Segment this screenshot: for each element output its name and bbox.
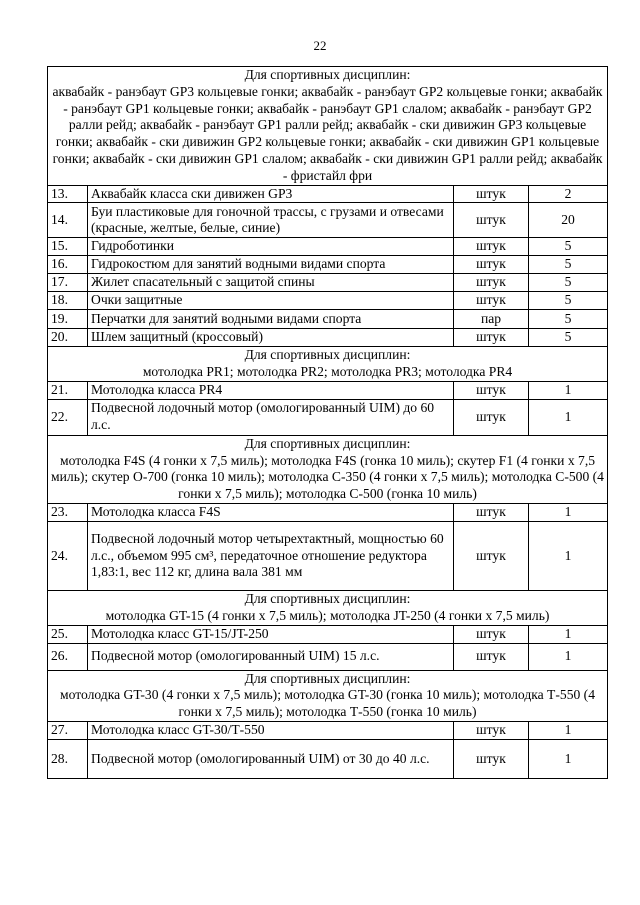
section-title: Для спортивных дисциплин: [244,67,411,82]
item-unit: штук [454,238,529,256]
item-quantity: 1 [529,721,608,739]
table-row [48,721,608,739]
item-number: 28. [48,739,88,778]
item-unit: штук [454,256,529,274]
item-name: Мотолодка класса PR4 [88,381,454,399]
item-unit: штук [454,185,529,203]
section-header [48,67,608,186]
item-unit: штук [454,292,529,310]
item-unit: штук [454,274,529,292]
item-name: Перчатки для занятий водными видами спорта [88,310,454,329]
table-row [48,739,608,778]
table-row [48,203,608,238]
item-number: 13. [48,185,88,203]
item-quantity: 5 [529,274,608,292]
item-name: Жилет спасательный с защитой спины [88,274,454,292]
item-name: Мотолодка класс GT-30/Т-550 [88,721,454,739]
item-number: 19. [48,310,88,329]
item-quantity: 1 [529,521,608,590]
item-name: Подвесной лодочный мотор (омологированный UIM) до 60 л.с. [88,399,454,435]
item-name: Подвесной лодочный мотор четырехтактный, мощностью 60 л.с., объемом 995 см³, передаточное отношение редуктора 1,83:1, вес 112 кг, длина вала 381 мм [88,521,454,590]
section-title: Для спортивных дисциплин: [244,347,411,363]
section-disciplines: мотолодка GT-15 (4 гонки х 7,5 миль); мотолодка JT-250 (4 гонки х 7,5 миль) [105,607,550,623]
section-disciplines: мотолодка F4S (4 гонки х 7,5 миль); мотолодка F4S (гонка 10 миль); скутер F1 (4 гонки х 7,5 миль); скутер О-700 (гонка 10 миль); мотолодка С-350 (4 гонки х 7,5 миль); мотолодка С-500 (4 гонки х 7,5 миль); мотолодка С-500 (гонка 10 миль) [51,452,604,502]
item-name: Мотолодка класс GT-15/JT-250 [88,625,454,643]
item-unit: штук [454,329,529,347]
section-header [48,590,608,625]
item-quantity: 5 [529,310,608,329]
table-row [48,310,608,329]
section-header [48,347,608,382]
item-unit: штук [454,739,529,778]
table-row [48,625,608,643]
item-quantity: 1 [529,503,608,521]
section-header-row [48,435,608,503]
table-row [48,185,608,203]
table-row [48,292,608,310]
table-row [48,521,608,590]
item-number: 15. [48,238,88,256]
item-number: 16. [48,256,88,274]
item-unit: пар [454,310,529,329]
item-number: 27. [48,721,88,739]
item-unit: штук [454,721,529,739]
item-unit: штук [454,203,529,238]
section-title: Для спортивных дисциплин: [244,590,411,606]
section-header-row [48,670,608,721]
item-unit: штук [454,625,529,643]
table-row [48,238,608,256]
item-unit: штук [454,521,529,590]
item-number: 22. [48,399,88,435]
item-quantity: 1 [529,381,608,399]
item-name: Гидроботинки [88,238,454,256]
section-disciplines: аквабайк - ранэбаут GP3 кольцевые гонки; аквабайк - ранэбаут GP2 кольцевые гонки; аквабайк - ранэбаут GP1 кольцевые гонки; аквабайк - ранэбаут GP1 слалом; аквабайк - ранэбаут GP2 ралли рейд; аквабайк - ранэбаут GP1 ралли рейд; аквабайк - ски дивижин GP3 кольцевые гонки; аквабайк - ски дивижин GP2 кольцевые гонки; аквабайк - ски дивижин GP1 кольцевые гонки; аквабайк - ски дивижин GP1 слалом; аквабайк - ски дивижин GP1 ралли рейд; аквабайк - фристайл фри [52,83,603,183]
item-quantity: 1 [529,643,608,670]
item-quantity: 5 [529,238,608,256]
table-row [48,381,608,399]
item-name: Подвесной мотор (омологированный UIM) от 30 до 40 л.с. [88,739,454,778]
item-quantity: 1 [529,739,608,778]
item-number: 17. [48,274,88,292]
item-quantity: 1 [529,625,608,643]
section-header [48,435,608,503]
section-header-row [48,590,608,625]
item-number: 18. [48,292,88,310]
item-name: Буи пластиковые для гоночной трассы, с грузами и отвесами (красные, желтые, белые, синие) [88,203,454,238]
item-quantity: 5 [529,292,608,310]
page-number: 22 [313,38,327,53]
section-disciplines: мотолодка GT-30 (4 гонки х 7,5 миль); мотолодка GT-30 (гонка 10 миль); мотолодка Т-550 (4 гонки х 7,5 миль); мотолодка Т-550 (гонка 10 миль) [60,687,596,720]
item-name: Гидрокостюм для занятий водными видами спорта [88,256,454,274]
table-row [48,274,608,292]
item-quantity: 5 [529,256,608,274]
section-header-row [48,347,608,382]
table-row [48,256,608,274]
table-row [48,329,608,347]
item-name: Аквабайк класса ски дивижен GP3 [88,185,454,203]
item-unit: штук [454,381,529,399]
item-quantity: 20 [529,203,608,238]
item-quantity: 2 [529,185,608,203]
section-title: Для спортивных дисциплин: [244,435,411,451]
section-title: Для спортивных дисциплин: [244,670,411,686]
section-header-row [48,67,608,186]
item-unit: штук [454,503,529,521]
equipment-table [47,66,608,779]
table-row [48,503,608,521]
section-header [48,670,608,721]
item-name: Очки защитные [88,292,454,310]
item-number: 23. [48,503,88,521]
table-row [48,399,608,435]
item-name: Мотолодка класса F4S [88,503,454,521]
section-disciplines: мотолодка PR1; мотолодка PR2; мотолодка PR3; мотолодка PR4 [142,363,513,379]
item-number: 20. [48,329,88,347]
item-quantity: 1 [529,399,608,435]
item-unit: штук [454,643,529,670]
item-number: 25. [48,625,88,643]
item-number: 26. [48,643,88,670]
item-name: Подвесной мотор (омологированный UIM) 15 л.с. [88,643,454,670]
item-number: 21. [48,381,88,399]
item-number: 14. [48,203,88,238]
item-unit: штук [454,399,529,435]
item-name: Шлем защитный (кроссовый) [88,329,454,347]
item-quantity: 5 [529,329,608,347]
item-number: 24. [48,521,88,590]
table-row [48,643,608,670]
